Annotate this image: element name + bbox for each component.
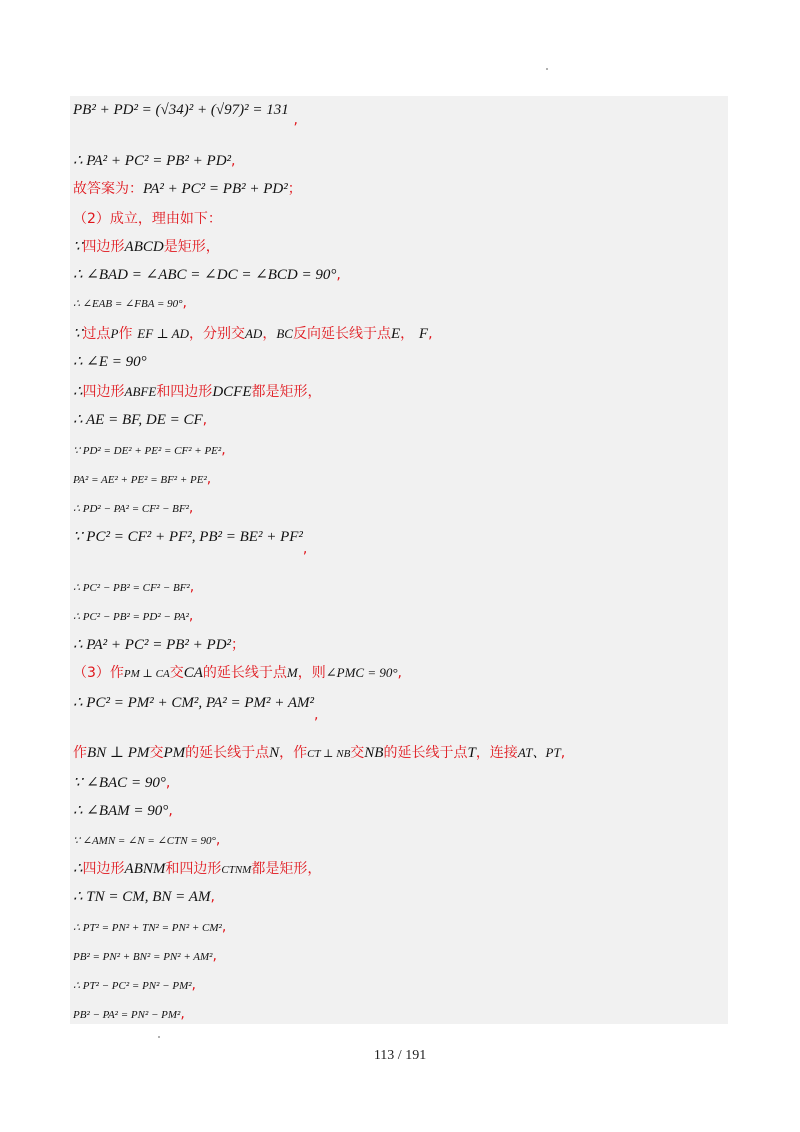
text-fragment: ，分别交 — [188, 326, 245, 342]
punctuation: , — [210, 889, 215, 905]
text-fragment: 都是矩形， — [251, 384, 322, 400]
text-fragment: ，作 — [279, 745, 308, 761]
text-fragment: 作 — [73, 745, 87, 761]
equation-line — [73, 439, 226, 461]
math-expression: CTNM — [221, 864, 252, 876]
because-symbol: ∵ — [73, 239, 83, 255]
equation-line — [73, 945, 217, 967]
math-expression: PB² = PN² + BN² = PN² + AM² — [73, 951, 213, 963]
equation-line — [73, 468, 211, 490]
math-expression: ∴ ∠BAD = ∠ABC = ∠DC = ∠BCD = 90° — [73, 267, 337, 283]
page-footer — [0, 1048, 800, 1064]
text-fragment: 四边形 — [82, 384, 125, 400]
punctuation: , — [293, 112, 298, 128]
text-fragment: 四边形 — [82, 239, 125, 255]
page-number: 113 — [373, 1048, 395, 1063]
text-fragment: 交 — [149, 745, 164, 761]
text-fragment: 交 — [350, 745, 365, 761]
equation-line — [73, 264, 341, 285]
speck-mark — [546, 68, 548, 70]
equation-line — [73, 829, 220, 851]
section-title: （2）成立，理由如下： — [73, 211, 222, 227]
math-expression: ∴ AE = BF, DE = CF — [73, 412, 203, 428]
math-expression: PA² = AE² + PE² = BF² + PE² — [73, 474, 207, 486]
equation-line — [73, 886, 215, 907]
punctuation: , — [302, 541, 308, 557]
equation-line — [73, 497, 193, 519]
text-fragment: ， — [400, 326, 415, 342]
equation-line — [73, 526, 308, 557]
text-fragment: 交 — [169, 665, 184, 681]
math-expression: ∴ PC² − PB² = PD² − PA² — [73, 611, 189, 623]
equation-line — [73, 1003, 185, 1025]
math-expression: ABFE — [124, 384, 157, 399]
equation-line — [73, 576, 194, 598]
math-expression: ∵ PD² = DE² + PE² = CF² + PE² — [73, 445, 222, 457]
math-expression: N — [269, 745, 280, 761]
math-expression: PA² + PC² = PB² + PD² — [143, 181, 288, 197]
punctuation: , — [221, 919, 227, 935]
text-fragment: 都是矩形， — [251, 861, 322, 877]
math-expression: T — [467, 745, 476, 761]
math-expression: ∴ PA² + PC² = PB² + PD² — [73, 153, 232, 169]
math-expression: ∠PMC = 90° — [325, 665, 398, 680]
punctuation: , — [215, 832, 221, 848]
math-expression: ∴ PC² = PM² + CM², PA² = PM² + AM² — [73, 695, 315, 711]
math-expression: ∵ ∠AMN = ∠N = ∠CTN = 90° — [73, 835, 216, 847]
text-fragment: 反向延长线于点 — [292, 326, 391, 342]
page-separator: / — [397, 1048, 402, 1063]
math-expression: CT ⊥ NB — [307, 748, 351, 760]
math-expression: BN ⊥ PM — [87, 745, 150, 761]
equation-line — [73, 634, 245, 655]
math-expression: ∴ ∠E = 90° — [73, 354, 147, 370]
math-expression: ∴ TN = CM, BN = AM — [73, 889, 211, 905]
therefore-symbol: ∴ — [73, 384, 83, 400]
math-expression: PB² − PA² = PN² − PM² — [73, 1009, 181, 1021]
text-line — [73, 742, 565, 764]
text-fragment: 和四边形 — [165, 861, 222, 877]
math-expression: ∴ PT² = PN² + TN² = PN² + CM² — [73, 922, 222, 934]
math-expression: ABCD — [124, 239, 164, 255]
answer-label: 故答案为： — [73, 181, 143, 197]
text-fragment: ， — [262, 326, 277, 342]
therefore-symbol: ∴ — [73, 861, 83, 877]
text-fragment: 过点 — [82, 326, 111, 342]
math-expression: ∴ PC² − PB² = CF² − BF² — [73, 582, 190, 594]
punctuation: , — [168, 803, 173, 819]
text-line — [73, 381, 321, 402]
math-expression: ∴ PA² + PC² = PB² + PD² — [73, 637, 232, 653]
math-expression: ∴ PT² − PC² = PN² − PM² — [73, 980, 192, 992]
equation-line — [73, 351, 147, 372]
equation-line — [73, 772, 170, 793]
math-expression: PM — [163, 745, 186, 761]
math-expression: PM ⊥ CA — [123, 668, 170, 680]
punctuation: , — [180, 1006, 185, 1022]
equation-line — [73, 692, 319, 723]
equation-line — [73, 99, 298, 128]
text-line — [73, 858, 321, 880]
text-fragment: （3）作 — [73, 665, 124, 681]
punctuation: , — [231, 153, 236, 169]
punctuation: , — [221, 442, 226, 458]
text-line — [73, 323, 433, 344]
section-heading — [73, 662, 402, 684]
punctuation: , — [397, 665, 402, 681]
text-fragment: 的延长线于点 — [383, 745, 468, 761]
text-fragment: ，则 — [297, 665, 326, 681]
punctuation: , — [336, 267, 341, 283]
text-fragment: 的延长线于点 — [202, 665, 287, 681]
math-expression: M — [286, 665, 298, 680]
because-symbol: ∵ — [73, 326, 83, 342]
page-total: 191 — [405, 1048, 427, 1063]
punctuation: , — [314, 707, 319, 723]
punctuation: , — [188, 608, 194, 624]
punctuation: , — [191, 977, 196, 993]
math-expression: NB — [364, 745, 384, 761]
equation-line — [73, 800, 173, 821]
math-expression: EF ⊥ AD — [137, 326, 189, 341]
math-expression: F — [418, 326, 429, 342]
text-fragment: ，连接 — [475, 745, 518, 761]
math-expression: ∵ ∠BAC = 90° — [73, 775, 166, 791]
text-line — [73, 236, 220, 257]
equation-line — [73, 292, 187, 314]
punctuation: , — [206, 471, 212, 487]
text-fragment: 四边形 — [82, 861, 125, 877]
math-expression: ∴ ∠EAB = ∠FBA = 90° — [73, 298, 183, 310]
text-fragment: 是矩形， — [163, 239, 220, 255]
punctuation: , — [165, 775, 171, 791]
equation-line — [73, 409, 207, 430]
equation-line — [73, 605, 193, 627]
math-expression: DCFE — [212, 384, 252, 400]
equation-line — [73, 916, 226, 938]
answer-line — [73, 178, 302, 199]
punctuation: , — [560, 745, 566, 761]
math-expression: BC — [276, 326, 293, 341]
text-fragment: 作 — [118, 326, 133, 342]
math-expression: ∵ PC² = CF² + PF², PB² = BE² + PF² — [73, 529, 303, 545]
punctuation: ； — [287, 181, 302, 197]
text-fragment: 的延长线于点 — [185, 745, 270, 761]
math-expression: P — [110, 326, 119, 341]
section-heading — [73, 208, 222, 229]
math-expression: ∴ PD² − PA² = CF² − BF² — [73, 503, 189, 515]
punctuation: , — [212, 948, 217, 964]
math-expression: AD — [244, 326, 263, 341]
punctuation: , — [202, 412, 208, 428]
punctuation: , — [182, 295, 187, 311]
math-expression: PB² + PD² = (√34)² + (√97)² = 131 — [73, 102, 289, 118]
punctuation: ； — [231, 637, 246, 653]
equation-line — [73, 974, 196, 996]
math-expression: ABNM — [124, 861, 166, 877]
punctuation: , — [189, 579, 195, 595]
math-expression: AT、PT — [517, 745, 561, 760]
text-fragment: 和四边形 — [156, 384, 213, 400]
math-expression: E — [390, 326, 401, 342]
punctuation: , — [428, 326, 433, 342]
equation-line — [73, 150, 235, 171]
speck-mark — [158, 1036, 160, 1038]
math-expression: ∴ ∠BAM = 90° — [73, 803, 169, 819]
math-expression: CA — [183, 665, 203, 681]
punctuation: , — [188, 500, 194, 516]
